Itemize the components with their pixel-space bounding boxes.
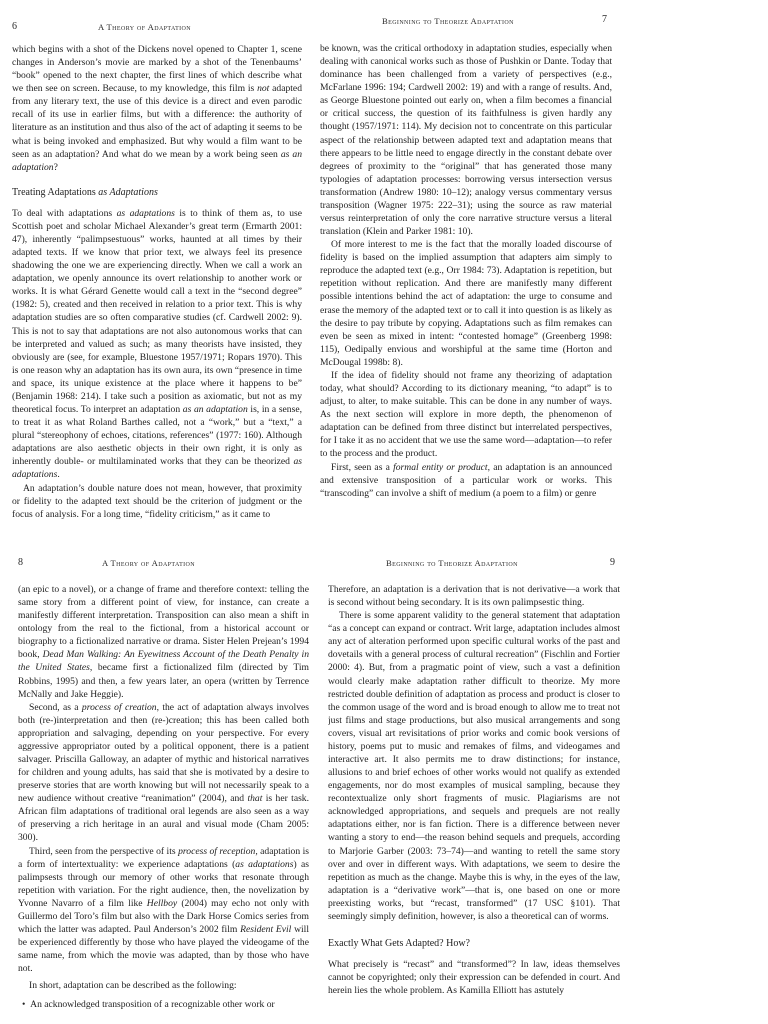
bullet-icon: • xyxy=(22,999,31,1011)
paragraph: (an epic to a novel), or a change of frame and therefore context: telling the same story from a different point of view, for instance, can create a manifestly different interpretation. Transposition can also mean a shift in ontology from the real to the fictional, from a historical account or biography to a fictionalized narrative or drama. Sister Helen Prejean’s 1994 book, Dead Man Walking: An Eyewitness Account of the Death Penalty in the United States, became first a fictionalized film (directed by Tim Robbins, 1995) and then, a few years later, an opera (written by Terrence McNally and Jake Heggie). xyxy=(18,584,309,700)
list-item: • An acknowledged transposition of a recognizable other work or xyxy=(22,999,275,1011)
paragraph: There is some apparent validity to the general statement that adaptation “as a concept can expand or contract. Writ large, adaptation includes almost any act of alteration performed upon specific cultural works of the past and dovetails with a general process of cultural recreation” (Fischlin and Fortier 2000: 4). But, from a pragmatic point of view, such a vast a definition would clearly make adaptation rather difficult to theorize. My more restricted double definition of adaptation as process and product is closer to the common usage of the word and is broad enough to allow me to treat not just films and stage productions, but also musical arrangements and song covers, visual art revisitations of prior works and comic book versions of history, poems put to music and remakes of films, and videogames and interactive art. It also permits me to draw distinctions; for instance, allusions to and brief echoes of other works would not qualify as extended engagements, nor do most examples of musical sampling, because they recontextualize only short fragments of music. Plagiarisms are not acknowledged appropriations, and sequels and prequels are not really adaptations either, nor is fan fiction. There is a difference between never wanting a story to end—the reason behind sequels and prequels, according to Marjorie Garber (2003: 73–74)—and wanting to retell the same story over and over in different ways. With adaptations, we seem to desire the repetition as much as the change. Maybe this is why, in the eyes of the law, adaptation is a “derivative work”—that is, one based on one or more preexisting works, but “recast, transformed” (17 USC §101). That seemingly simply definition, however, is also a theoretical can of worms. xyxy=(328,610,620,922)
page-body xyxy=(18,583,309,1012)
paragraph: Therefore, an adaptation is a derivation that is not derivative—a work that is second without being secondary. It is its own palimpsestic thing. xyxy=(328,584,620,609)
page-header xyxy=(12,20,302,34)
page-header xyxy=(328,556,620,570)
page-body xyxy=(12,43,302,521)
page-number: 6 xyxy=(12,21,18,32)
paragraph: In short, adaptation can be described as the following: xyxy=(29,980,237,992)
running-head: Beginning to Theorize Adaptation xyxy=(382,16,514,26)
page-number: 9 xyxy=(610,557,616,568)
page-header xyxy=(320,13,612,27)
page-number: 7 xyxy=(602,14,608,25)
page-9 xyxy=(328,556,620,1024)
page-7 xyxy=(320,13,612,533)
section-heading: Exactly What Gets Adapted? How? xyxy=(328,938,470,950)
paragraph: which begins with a shot of the Dickens novel opened to Chapter 1, scene changes in Anderson’s movie are marked by a shot of the Tenenbaums’ “book” opened to the next chapter, the first lines of which describe what we then see on screen. Because, to my knowledge, this film is not adapted from any literary text, the use of this device is a direct and even parodic recall of its use in earlier films, but with a difference: the authority of literature as an institution and thus also of the act of adapting it seems to be what is being invoked and emphasized. But why would a film want to be seen as an adaptation? And what do we mean by a work being seen as an adaptation? xyxy=(12,44,302,173)
running-head: Beginning to Theorize Adaptation xyxy=(386,558,518,568)
paragraph: First, seen as a formal entity or product, an adaptation is an announced and extensive transposition of a particular work or works. This “transcoding” can involve a shift of medium (a poem to a film) or genre xyxy=(320,461,612,499)
page-header xyxy=(18,556,309,570)
paragraph: be known, was the critical orthodoxy in adaptation studies, especially when dealing with canonical works such as those of Pushkin or Dante. Today that dominance has been challenged from a variety of perspectives (e.g., McFarlane 1996: 194; Cardwell 2002: 19) and with a range of results. And, as George Bluestone pointed out early on, when a film becomes a financial or critical success, the question of its faithfulness is given hardly any thought (1957/1971: 114). My decision not to concentrate on this particular aspect of the relationship between adapted text and adaptation means that there appears to be little need to engage directly in the constant debate over degrees of proximity to the “original” that has generated those many typologies of adaptation processes: borrowing versus intersection versus transformation (Andrew 1980: 10–12); analogy versus commentary versus transposition (Wagner 1975: 222–31); using the source as raw material versus reinterpretation of only the core narrative structure versus a literal translation (Klein and Parker 1981: 10). xyxy=(320,43,612,238)
page-8 xyxy=(18,556,309,1024)
paragraph: Third, seen from the perspective of its process of reception, adaptation is a form of intertextuality: we experience adaptations (as adaptations) as palimpsests through our memory of other works that resonate through repetition with variation. For the right audience, then, the novelization by Yvonne Navarro of a film like Hellboy (2004) may echo not only with Guillermo del Toro’s film but also with the Dark Horse Comics series from which the latter was adapted. Paul Anderson’s 2002 film Resident Evil will be experienced differently by those who have played the videogame of the same name, from which the movie was adapted, than by those who have not. xyxy=(18,845,309,975)
page-number: 8 xyxy=(18,557,24,568)
paragraph: What precisely is “recast” and “transformed”? In law, ideas themselves cannot be copyrighted; only their expression can be defended in court. And herein lies the whole problem. As Kamilla Elliott has astutely xyxy=(328,959,620,997)
running-head: A Theory of Adaptation xyxy=(102,558,195,568)
paragraph: Of more interest to me is the fact that the morally loaded discourse of fidelity is based on the implied assumption that adapters aim simply to reproduce the adapted text (e.g., Orr 1984: 73). Adaptation is repetition, but repetition without replication. And there are manifestly many different possible intentions behind the act of adaptation: the urge to consume and erase the memory of the adapted text or to call it into question is as likely as the desire to pay tribute by copying. Adaptations such as film remakes can even be seen as mixed in intent: “contested homage” (Greenberg 1998: 115), Oedipally envious and worshipful at the same time (Horton and McDougal 1998b: 8). xyxy=(320,239,612,368)
paragraph: If the idea of fidelity should not frame any theorizing of adaptation today, what should? According to its dictionary meaning, “to adapt” is to adjust, to alter, to make suitable. This can be done in any number of ways. As the next section will explore in more depth, the phenomenon of adaptation can be defined from three distinct but interrelated perspectives, for I take it as no accident that we use the same word—adaptation—to refer to the process and the product. xyxy=(320,369,612,460)
page-body xyxy=(328,583,620,997)
paragraph: Second, as a process of creation, the act of adaptation always involves both (re-)interpretation and then (re-)creation; this has been called both appropriation and salvaging, depending on your perspective. For every aggressive appropriator outed by a political opponent, there is a patient salvager. Priscilla Galloway, an adapter of mythic and historical narratives for children and young adults, has said that she is motivated by a desire to preserve stories that are worth knowing but will not necessarily speak to a new audience without creative “reanimation” (2004), and that is her task. African film adaptations of traditional oral legends are also seen as a way of preserving a rich heritage in an aural and visual mode (Cham 2005: 300). xyxy=(18,701,309,844)
page-body xyxy=(320,42,612,500)
running-head: A Theory of Adaptation xyxy=(98,22,191,32)
paragraph: To deal with adaptations as adaptations is to think of them as, to use Scottish poet and scholar Michael Alexander’s great term (Ermarth 2001: 47), inherently “palimpsestuous” works, haunted at all times by their adapted texts. If we know that prior text, we always feel its presence shadowing the one we are experiencing directly. When we call a work an adaptation, we openly announce its overt relationship to another work or works. It is what Gérard Genette would call a text in the “second degree” (1982: 5), created and then received in relation to a prior text. This is why adaptation studies are so often comparative studies (cf. Cardwell 2002: 9). This is not to say that adaptations are not also autonomous works that can be interpreted and valued as such; as many theorists have insisted, they obviously are (see, for example, Bluestone 1957/1971; Ropars 1970). This is one reason why an adaptation has its own aura, its own “presence in time and space, its unique existence at the place where it happens to be” (Benjamin 1968: 214). I take such a position as axiomatic, but not as my theoretical focus. To interpret an adaptation as an adaptation is, in a sense, to treat it as what Roland Barthes called, not a “work,” but a “text,” a plural “stereophony of echoes, citations, references” (1977: 160). Although adaptations are also aesthetic objects in their own right, it is only as inherently double- or multilaminated works that they can be theorized as adaptations. xyxy=(12,207,302,481)
section-heading: Treating Adaptations as Adaptations xyxy=(12,186,158,198)
page-6 xyxy=(12,20,302,540)
paragraph: An adaptation’s double nature does not mean, however, that proximity or fidelity to the adapted text should be the criterion of judgment or the focus of analysis. For a long time, “fidelity criticism,” as it came to xyxy=(12,482,302,520)
